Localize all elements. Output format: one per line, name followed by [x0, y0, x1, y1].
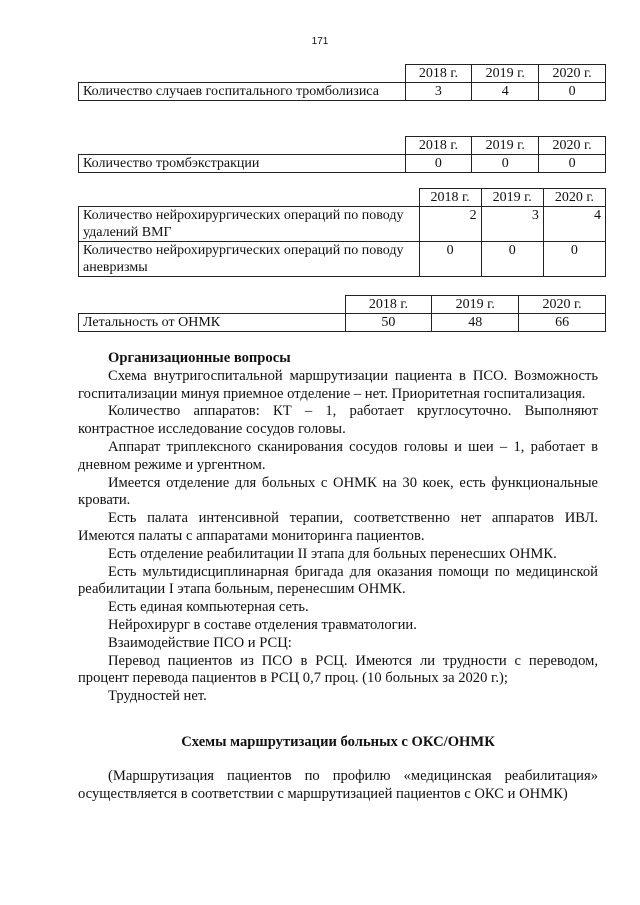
year-header: 2020 г. [539, 137, 606, 155]
paragraph: Перевод пациентов из ПСО в РСЦ. Имеются ли трудности с переводом, процент перевода пациентов в РСЦ 0,7 проц. (10 больных за 2020 г.); [78, 652, 598, 687]
table-thrombolysis [78, 64, 606, 101]
year-header: 2020 г. [543, 189, 605, 207]
schemes-note: (Маршрутизация пациентов по профилю «медицинская реабилитация» осуществляется в соответствии с маршрутизацией пациентов с ОКС и ОНМК) [78, 768, 598, 802]
cell-value: 4 [543, 207, 605, 242]
paragraph: Есть палата интенсивной терапии, соответственно нет аппаратов ИВЛ. Имеются палаты с аппаратами мониторинга пациентов. [78, 510, 598, 544]
year-header: 2018 г. [345, 296, 432, 314]
cell-value: 0 [539, 83, 606, 101]
cell-value: 0 [539, 155, 606, 173]
paragraph: Имеется отделение для больных с ОНМК на 30 коек, есть функциональные кровати. [78, 474, 598, 509]
section-heading: Организационные вопросы [108, 350, 291, 366]
paragraph: Взаимодействие ПСО и РСЦ: [108, 634, 292, 651]
paragraph: Есть единая компьютерная сеть. [108, 599, 309, 616]
table-thrombectomy [78, 136, 606, 173]
paragraph: Трудностей нет. [108, 688, 207, 705]
row-label: Количество нейрохирургических операций по поводу аневризмы [79, 242, 420, 277]
year-header: 2018 г. [405, 137, 472, 155]
cell-value: 48 [432, 314, 519, 332]
year-header: 2018 г. [419, 189, 481, 207]
schemes-title: Схемы маршрутизации больных с ОКС/ОНМК [181, 734, 495, 750]
paragraph: Аппарат триплексного сканирования сосудов головы и шеи – 1, работает в дневном режиме и ургентном. [78, 438, 598, 473]
row-label: Летальность от ОНМК [79, 314, 346, 332]
year-header: 2020 г. [539, 65, 606, 83]
cell-value: 50 [345, 314, 432, 332]
cell-value: 0 [419, 242, 481, 277]
row-label: Количество нейрохирургических операций по поводу удалений ВМГ [79, 207, 420, 242]
cell-value: 4 [472, 83, 539, 101]
paragraph: Есть мультидисциплинарная бригада для оказания помощи по медицинской реабилитации I этапа больным, перенесшим ОНМК. [78, 563, 598, 598]
paragraph: Количество аппаратов: КТ – 1, работает круглосуточно. Выполняют контрастное исследование сосудов головы. [78, 403, 598, 438]
cell-value: 0 [472, 155, 539, 173]
organizational-section [78, 350, 598, 706]
cell-value: 3 [481, 207, 543, 242]
cell-value: 3 [405, 83, 472, 101]
row-label: Количество случаев госпитального тромболизиса [79, 83, 406, 101]
cell-value: 0 [481, 242, 543, 277]
year-header: 2019 г. [481, 189, 543, 207]
year-header: 2020 г. [519, 296, 606, 314]
table-neurosurgery [78, 188, 606, 277]
year-header: 2019 г. [432, 296, 519, 314]
year-header: 2019 г. [472, 65, 539, 83]
year-header: 2019 г. [472, 137, 539, 155]
cell-value: 0 [543, 242, 605, 277]
cell-value: 2 [419, 207, 481, 242]
cell-value: 66 [519, 314, 606, 332]
cell-value: 0 [405, 155, 472, 173]
year-header: 2018 г. [405, 65, 472, 83]
page-number: 171 [311, 36, 329, 47]
paragraph: Схема внутригоспитальной маршрутизации пациента в ПСО. Возможность госпитализации минуя приемное отделение – нет. Приоритетная госпитализация. [78, 367, 598, 402]
table-mortality [78, 295, 606, 332]
paragraph: Нейрохирург в составе отделения травматологии. [108, 616, 417, 633]
paragraph: Есть отделение реабилитации II этапа для больных перенесших ОНМК. [108, 545, 557, 562]
row-label: Количество тромбэкстракции [79, 155, 406, 173]
